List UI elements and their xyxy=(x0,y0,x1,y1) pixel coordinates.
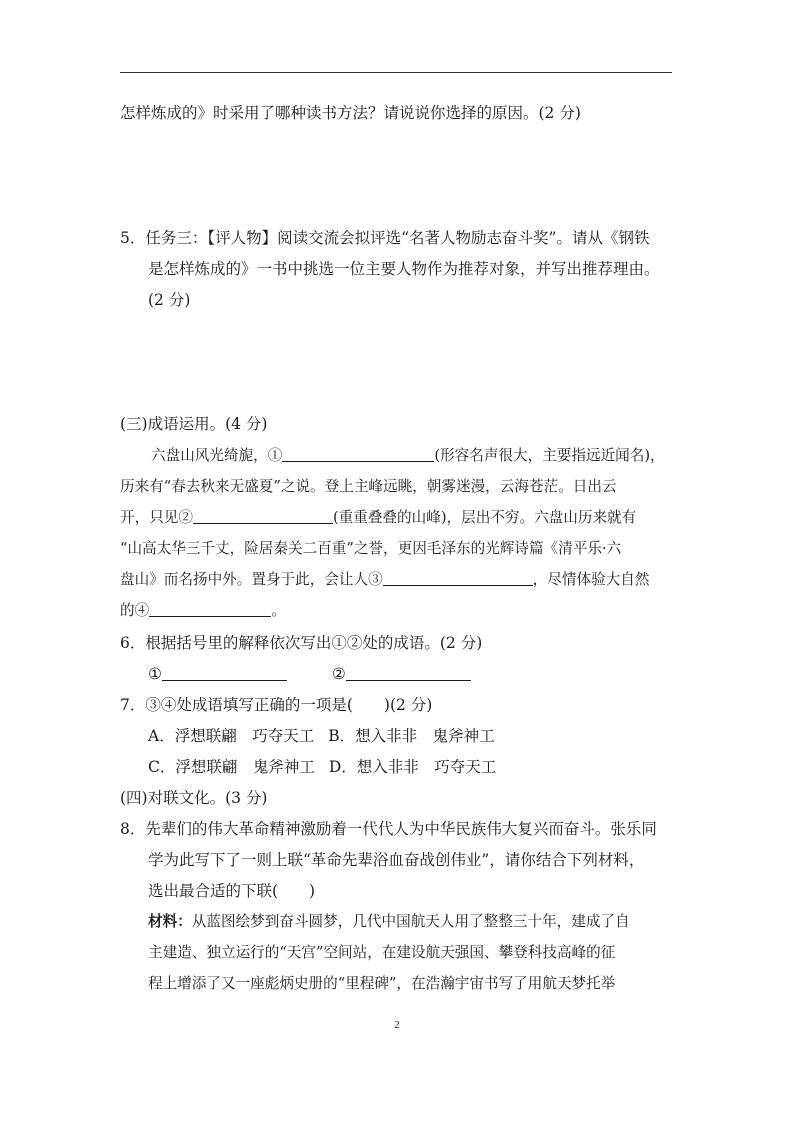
passage-text: 。 xyxy=(271,602,286,619)
q6-answer-1-blank[interactable] xyxy=(162,665,287,681)
q5-line-1: 5．任务三：【评人物】阅读交流会拟评选“名著人物励志奋斗奖”。请从《钢铁 xyxy=(120,229,650,247)
q6-answer-1-label: ① xyxy=(148,665,162,683)
answer-blank-1[interactable] xyxy=(282,446,434,462)
section-3-heading: (三)成语运用。(4 分) xyxy=(120,415,268,433)
passage-text: 的④ xyxy=(120,602,150,619)
page-number: 2 xyxy=(394,1019,400,1031)
q7-option-c[interactable]: C．浮想联翩 鬼斧神工 xyxy=(148,758,315,776)
q4-continuation: 怎样炼成的》时采用了哪种读书方法？请说说你选择的原因。(2 分) xyxy=(120,104,581,122)
passage-text: 盘山》而名扬中外。置身于此，会让人③ xyxy=(120,571,383,588)
q8-line-2: 学为此写下了一则上联“革命先辈浴血奋战创伟业”，请你结合下列材料， xyxy=(148,851,645,869)
passage-line-5 xyxy=(120,570,649,590)
answer-blank-3[interactable] xyxy=(383,570,533,586)
passage-line-1 xyxy=(151,446,665,466)
q8-line-3: 选出最合适的下联( ) xyxy=(148,882,316,900)
q7-text: 7．③④处成语填写正确的一项是( )(2 分) xyxy=(120,696,433,714)
q8-line-1: 8．先辈们的伟大革命精神激励着一代代人为中华民族伟大复兴而奋斗。张乐同 xyxy=(120,820,657,838)
passage-line-4: “山高太华三千丈，险居秦关二百重”之誉，更因毛泽东的光辉诗篇《清平乐·六 xyxy=(120,540,622,557)
material-text: 从蓝图绘梦到奋斗圆梦，几代中国航天人用了整整三十年，建成了自 xyxy=(191,913,630,930)
passage-text: (重重叠叠的山峰)，层出不穷。六盘山历来就有 xyxy=(332,509,637,526)
answer-blank-4[interactable] xyxy=(149,601,271,617)
material-line-2: 主建造、独立运行的“天宫”空间站，在建设航天强国、攀登科技高峰的征 xyxy=(148,944,616,961)
q7-options-row-1 xyxy=(148,726,495,746)
q7-options-row-2 xyxy=(148,757,496,777)
q5-line-3: (2 分) xyxy=(148,291,191,309)
material-label: 材料： xyxy=(148,913,192,930)
q7-option-a[interactable]: A．浮想联翩 巧夺天工 xyxy=(148,727,315,745)
q7-option-b[interactable]: B．想入非非 鬼斧神工 xyxy=(328,727,495,745)
passage-text: 六盘山风光绮旎，① xyxy=(151,447,283,464)
material-line-3: 程上增添了又一座彪炳史册的“里程碑”，在浩瀚宇宙书写了用航天梦托举 xyxy=(148,975,616,992)
passage-text: ，尽情体验大自然 xyxy=(532,571,650,588)
q6-answer-2-label: ② xyxy=(331,665,346,683)
passage-line-3 xyxy=(120,508,636,528)
q7-option-d[interactable]: D．想入非非 巧夺天工 xyxy=(328,758,497,776)
q6-answers xyxy=(148,664,471,684)
header-rule xyxy=(120,72,672,73)
material-line-1 xyxy=(148,912,630,932)
answer-blank-2[interactable] xyxy=(193,508,333,524)
passage-line-6 xyxy=(120,601,286,621)
passage-line-2: 历来有“春去秋来无盛夏”之说。登上主峰远眺，朝雾迷漫，云海苍茫。日出云 xyxy=(120,478,617,495)
passage-text: (形容名声很大，主要指远近闻名)， xyxy=(434,447,665,464)
section-4-heading: (四)对联文化。(3 分) xyxy=(120,789,268,807)
q6-answer-2-blank[interactable] xyxy=(346,665,471,681)
q6-text: 6．根据括号里的解释依次写出①②处的成语。(2 分) xyxy=(120,634,483,652)
passage-text: 开，只见② xyxy=(120,509,193,526)
q5-line-2: 是怎样炼成的》一书中挑选一位主要人物作为推荐对象，并写出推荐理由。 xyxy=(148,260,660,278)
